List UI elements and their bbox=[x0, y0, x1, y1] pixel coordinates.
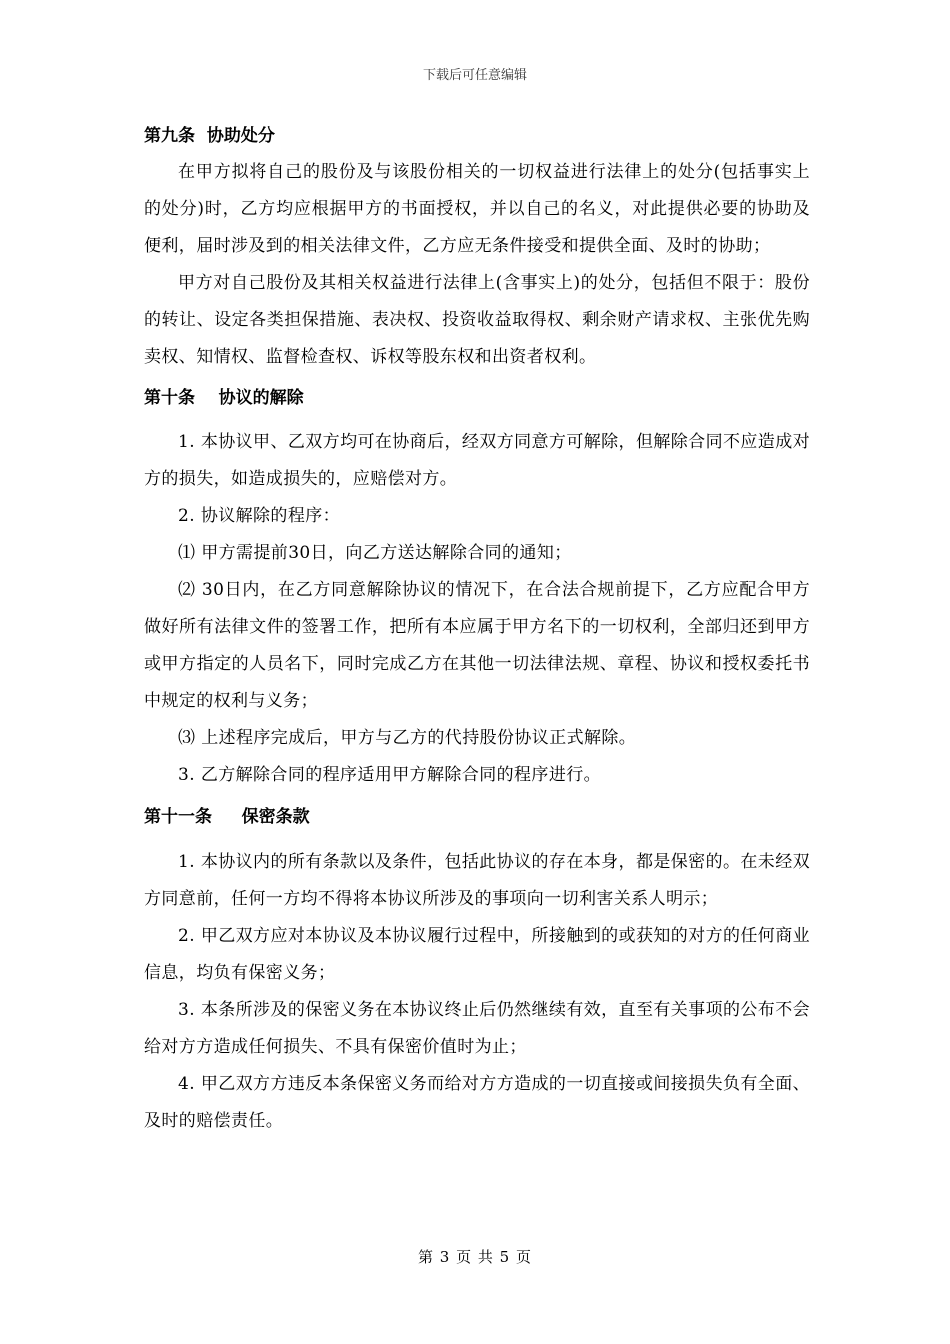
document-body bbox=[144, 124, 810, 1140]
section-title-11: 第十一条 保密条款 bbox=[144, 807, 310, 827]
paragraph: 3. 乙方解除合同的程序适用甲方解除合同的程序进行。 bbox=[178, 765, 602, 785]
section-title-9: 第九条 协助处分 bbox=[144, 126, 275, 146]
paragraph: 3. 本条所涉及的保密义务在本协议终止后仍然继续有效，直至有关事项的公布不会给对方方造成任何损失、不具有保密价值时为止； bbox=[144, 1000, 810, 1057]
paragraph: ⑶ 上述程序完成后，甲方与乙方的代持股份协议正式解除。 bbox=[178, 728, 637, 748]
paragraph: 1. 本协议内的所有条款以及条件，包括此协议的存在本身，都是保密的。在未经双方同意前，任何一方均不得将本协议所涉及的事项向一切利害关系人明示； bbox=[144, 852, 810, 909]
paragraph: 4. 甲乙双方方违反本条保密义务而给对方方造成的一切直接或间接损失负有全面、及时的赔偿责任。 bbox=[144, 1074, 810, 1131]
paragraph: 甲方对自己股份及其相关权益进行法律上(含事实上)的处分，包括但不限于：股份的转让、设定各类担保措施、表决权、投资收益取得权、剩余财产请求权、主张优先购卖权、知情权、监督检查权、诉权等股东权和出资者权利。 bbox=[144, 273, 810, 367]
paragraph: 在甲方拟将自己的股份及与该股份相关的一切权益进行法律上的处分(包括事实上的处分)时，乙方均应根据甲方的书面授权，并以自己的名义，对此提供必要的协助及便利，届时涉及到的相关法律文件，乙方应无条件接受和提供全面、及时的协助； bbox=[144, 162, 810, 256]
section-title-10: 第十条 协议的解除 bbox=[144, 388, 304, 408]
page-number-footer: 第 3 页 共 5 页 bbox=[418, 1248, 532, 1266]
header-note: 下载后可任意编辑 bbox=[422, 68, 527, 83]
paragraph: 2. 协议解除的程序： bbox=[178, 506, 341, 526]
section-body-11 bbox=[144, 844, 810, 1140]
section-body-10 bbox=[144, 424, 810, 794]
paragraph: ⑵ 30日内，在乙方同意解除协议的情况下，在合法合规前提下，乙方应配合甲方做好所有法律文件的签署工作，把所有本应属于甲方名下的一切权利，全部归还到甲方或甲方指定的人员名下，同时完成乙方在其他一切法律法规、章程、协议和授权委托书中规定的权利与义务； bbox=[144, 580, 810, 711]
paragraph: ⑴ 甲方需提前30日，向乙方送达解除合同的通知； bbox=[178, 543, 572, 563]
paragraph: 2. 甲乙双方应对本协议及本协议履行过程中，所接触到的或获知的对方的任何商业信息，均负有保密义务； bbox=[144, 926, 810, 983]
paragraph: 1. 本协议甲、乙双方均可在协商后，经双方同意方可解除，但解除合同不应造成对方的损失，如造成损失的，应赔偿对方。 bbox=[144, 432, 810, 489]
section-body-9 bbox=[144, 154, 810, 376]
